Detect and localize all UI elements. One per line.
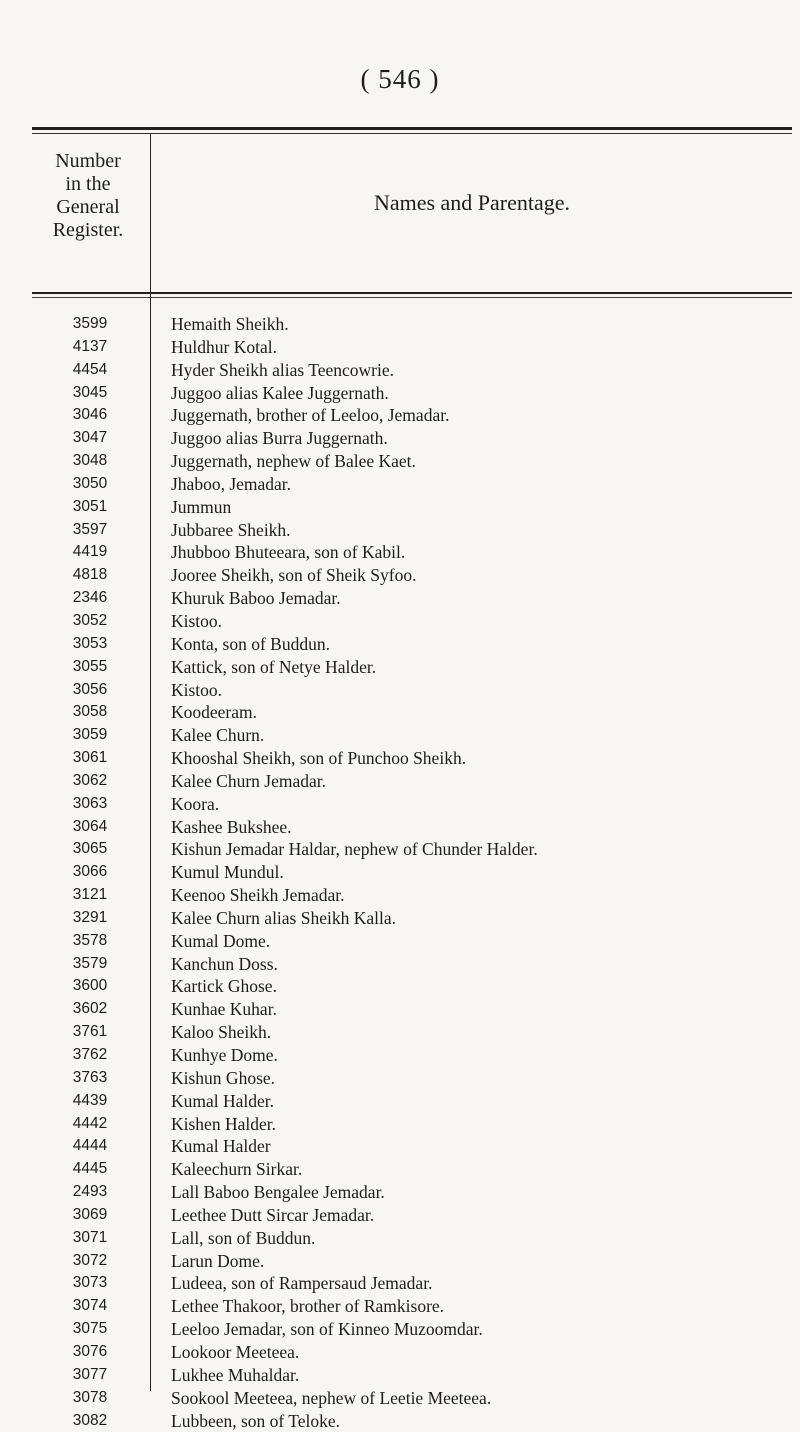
table-row	[0, 724, 800, 747]
top-rule-thin	[32, 133, 792, 134]
column-header-number-line: General	[28, 196, 148, 219]
name-and-parentage: Kalee Churn Jemadar.	[171, 770, 326, 793]
register-number: 3078	[52, 1387, 128, 1410]
table-row	[0, 1090, 800, 1113]
table-row	[0, 793, 800, 816]
register-number: 3600	[52, 975, 128, 998]
name-and-parentage: Sookool Meeteea, nephew of Leetie Meeteea.	[171, 1387, 491, 1410]
name-and-parentage: Kaloo Sheikh.	[171, 1021, 271, 1044]
register-number: 3045	[52, 382, 128, 405]
register-number: 3066	[52, 861, 128, 884]
table-row	[0, 1341, 800, 1364]
name-and-parentage: Lookoor Meeteea.	[171, 1341, 299, 1364]
register-number: 3082	[52, 1410, 128, 1432]
register-number: 3579	[52, 953, 128, 976]
register-number: 3597	[52, 519, 128, 542]
table-row	[0, 816, 800, 839]
name-and-parentage: Kishun Jemadar Haldar, nephew of Chunder Halder.	[171, 838, 538, 861]
table-row	[0, 701, 800, 724]
table-row	[0, 930, 800, 953]
name-and-parentage: Koodeeram.	[171, 701, 257, 724]
table-row	[0, 450, 800, 473]
register-number: 3063	[52, 793, 128, 816]
name-and-parentage: Leeloo Jemadar, son of Kinneo Muzoomdar.	[171, 1318, 483, 1341]
name-and-parentage: Kumul Mundul.	[171, 861, 284, 884]
register-number: 3051	[52, 496, 128, 519]
name-and-parentage: Keenoo Sheikh Jemadar.	[171, 884, 345, 907]
table-row	[0, 1364, 800, 1387]
table-row	[0, 747, 800, 770]
register-number: 3121	[52, 884, 128, 907]
name-and-parentage: Kistoo.	[171, 610, 222, 633]
table-row	[0, 679, 800, 702]
name-and-parentage: Kishen Halder.	[171, 1113, 276, 1136]
register-number: 3763	[52, 1067, 128, 1090]
table-row	[0, 884, 800, 907]
name-and-parentage: Konta, son of Buddun.	[171, 633, 330, 656]
column-header-number	[28, 150, 148, 242]
register-number: 4454	[52, 359, 128, 382]
name-and-parentage: Juggernath, nephew of Balee Kaet.	[171, 450, 416, 473]
table-row	[0, 1272, 800, 1295]
header-rule-thick	[32, 292, 792, 294]
table-row	[0, 953, 800, 976]
name-and-parentage: Koora.	[171, 793, 219, 816]
name-and-parentage: Kaleechurn Sirkar.	[171, 1158, 302, 1181]
table-row	[0, 1250, 800, 1273]
register-number: 4442	[52, 1113, 128, 1136]
table-row	[0, 1318, 800, 1341]
name-and-parentage: Khuruk Baboo Jemadar.	[171, 587, 341, 610]
table-row	[0, 1227, 800, 1250]
register-number: 3050	[52, 473, 128, 496]
register-number: 4818	[52, 564, 128, 587]
table-row	[0, 519, 800, 542]
register-number: 3052	[52, 610, 128, 633]
register-number: 4419	[52, 541, 128, 564]
name-and-parentage: Khooshal Sheikh, son of Punchoo Sheikh.	[171, 747, 466, 770]
table-row	[0, 587, 800, 610]
name-and-parentage: Kartick Ghose.	[171, 975, 277, 998]
name-and-parentage: Kunhye Dome.	[171, 1044, 278, 1067]
register-number: 3055	[52, 656, 128, 679]
name-and-parentage: Lall Baboo Bengalee Jemadar.	[171, 1181, 385, 1204]
name-and-parentage: Kalee Churn.	[171, 724, 264, 747]
name-and-parentage: Jummun	[171, 496, 231, 519]
register-number: 3069	[52, 1204, 128, 1227]
register-number: 3602	[52, 998, 128, 1021]
register-number: 3062	[52, 770, 128, 793]
name-and-parentage: Larun Dome.	[171, 1250, 264, 1273]
register-number: 3058	[52, 701, 128, 724]
register-number: 2346	[52, 587, 128, 610]
register-number: 3074	[52, 1295, 128, 1318]
name-and-parentage: Lethee Thakoor, brother of Ramkisore.	[171, 1295, 444, 1318]
name-and-parentage: Hyder Sheikh alias Teencowrie.	[171, 359, 394, 382]
register-number: 3065	[52, 838, 128, 861]
table-row	[0, 1113, 800, 1136]
column-header-number-line: Number	[28, 150, 148, 173]
register-number: 3599	[52, 313, 128, 336]
register-table-body	[0, 313, 800, 1432]
table-row	[0, 1410, 800, 1432]
name-and-parentage: Jhubboo Bhuteeara, son of Kabil.	[171, 541, 405, 564]
register-number: 3059	[52, 724, 128, 747]
table-row	[0, 633, 800, 656]
table-row	[0, 1204, 800, 1227]
name-and-parentage: Hemaith Sheikh.	[171, 313, 289, 336]
table-row	[0, 838, 800, 861]
register-number: 2493	[52, 1181, 128, 1204]
table-row	[0, 861, 800, 884]
column-header-number-line: in the	[28, 173, 148, 196]
name-and-parentage: Lubbeen, son of Teloke.	[171, 1410, 340, 1432]
column-header-names: Names and Parentage.	[152, 190, 792, 216]
name-and-parentage: Lukhee Muhaldar.	[171, 1364, 299, 1387]
register-number: 3046	[52, 404, 128, 427]
register-number: 4439	[52, 1090, 128, 1113]
table-row	[0, 770, 800, 793]
register-number: 3578	[52, 930, 128, 953]
column-header-number-line: Register.	[28, 219, 148, 242]
register-number: 4445	[52, 1158, 128, 1181]
name-and-parentage: Kistoo.	[171, 679, 222, 702]
register-number: 3762	[52, 1044, 128, 1067]
register-number: 3077	[52, 1364, 128, 1387]
table-row	[0, 382, 800, 405]
table-row	[0, 998, 800, 1021]
table-row	[0, 1021, 800, 1044]
name-and-parentage: Kattick, son of Netye Halder.	[171, 656, 376, 679]
table-row	[0, 1135, 800, 1158]
register-number: 3076	[52, 1341, 128, 1364]
name-and-parentage: Kishun Ghose.	[171, 1067, 275, 1090]
table-row	[0, 1044, 800, 1067]
header-rule-thin	[32, 297, 792, 298]
register-number: 3047	[52, 427, 128, 450]
name-and-parentage: Kumal Halder.	[171, 1090, 274, 1113]
register-number: 3761	[52, 1021, 128, 1044]
register-number: 3073	[52, 1272, 128, 1295]
table-row	[0, 1067, 800, 1090]
name-and-parentage: Juggernath, brother of Leeloo, Jemadar.	[171, 404, 449, 427]
table-row	[0, 1295, 800, 1318]
register-number: 3291	[52, 907, 128, 930]
name-and-parentage: Jhaboo, Jemadar.	[171, 473, 291, 496]
name-and-parentage: Ludeea, son of Rampersaud Jemadar.	[171, 1272, 432, 1295]
name-and-parentage: Juggoo alias Kalee Juggernath.	[171, 382, 389, 405]
table-row	[0, 610, 800, 633]
table-row	[0, 336, 800, 359]
name-and-parentage: Jooree Sheikh, son of Sheik Syfoo.	[171, 564, 416, 587]
table-row	[0, 975, 800, 998]
table-row	[0, 907, 800, 930]
table-row	[0, 1158, 800, 1181]
name-and-parentage: Kanchun Doss.	[171, 953, 278, 976]
page-number-header: ( 546 )	[0, 64, 800, 95]
name-and-parentage: Kumal Halder	[171, 1135, 271, 1158]
name-and-parentage: Juggoo alias Burra Juggernath.	[171, 427, 388, 450]
name-and-parentage: Huldhur Kotal.	[171, 336, 277, 359]
table-row	[0, 656, 800, 679]
name-and-parentage: Kunhae Kuhar.	[171, 998, 277, 1021]
table-row	[0, 427, 800, 450]
table-row	[0, 1387, 800, 1410]
table-row	[0, 359, 800, 382]
table-row	[0, 404, 800, 427]
name-and-parentage: Kashee Bukshee.	[171, 816, 292, 839]
name-and-parentage: Kumal Dome.	[171, 930, 270, 953]
register-number: 3061	[52, 747, 128, 770]
register-number: 3071	[52, 1227, 128, 1250]
register-number: 3064	[52, 816, 128, 839]
register-number: 3072	[52, 1250, 128, 1273]
register-number: 3056	[52, 679, 128, 702]
register-number: 3048	[52, 450, 128, 473]
name-and-parentage: Lall, son of Buddun.	[171, 1227, 315, 1250]
table-row	[0, 313, 800, 336]
register-number: 3075	[52, 1318, 128, 1341]
table-row	[0, 541, 800, 564]
register-number: 4444	[52, 1135, 128, 1158]
name-and-parentage: Leethee Dutt Sircar Jemadar.	[171, 1204, 374, 1227]
table-row	[0, 496, 800, 519]
top-rule-thick	[32, 127, 792, 130]
name-and-parentage: Kalee Churn alias Sheikh Kalla.	[171, 907, 396, 930]
table-row	[0, 473, 800, 496]
register-number: 3053	[52, 633, 128, 656]
table-row	[0, 564, 800, 587]
register-number: 4137	[52, 336, 128, 359]
table-row	[0, 1181, 800, 1204]
name-and-parentage: Jubbaree Sheikh.	[171, 519, 291, 542]
